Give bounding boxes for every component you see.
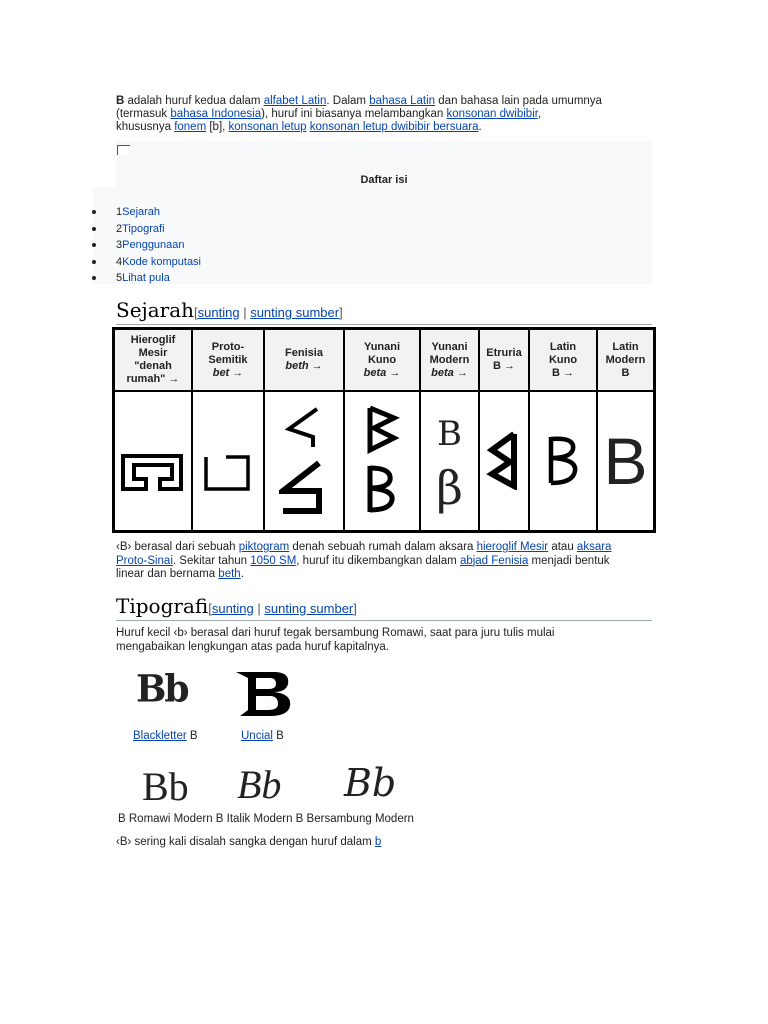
caption-blackletter xyxy=(133,730,198,742)
toc-item[interactable] xyxy=(92,237,201,254)
link-konsonan-letup[interactable]: konsonan letup xyxy=(228,121,307,133)
caption-row-2: B Romawi Modern B Italik Modern B Bersambung Modern xyxy=(118,813,414,825)
intro-text: dan bahasa lain pada umumnya xyxy=(435,95,602,107)
bullet-icon xyxy=(92,243,96,247)
toc-toggle-checkbox-icon[interactable] xyxy=(117,145,130,155)
edit-link[interactable]: sunting xyxy=(211,601,254,616)
bracket: ] xyxy=(353,601,357,616)
intro-text: khususnya xyxy=(116,121,175,133)
greek-modern-upper-glyph: B xyxy=(437,414,462,454)
link-bahasa-latin[interactable]: bahasa Latin xyxy=(369,95,436,107)
glyph-latin-kuno xyxy=(529,391,597,531)
italic-figure: Bb xyxy=(237,762,282,807)
uncial-b-figure xyxy=(234,668,294,718)
section-heading-tipografi xyxy=(116,594,652,621)
edit-source-link[interactable]: sunting sumber xyxy=(264,601,354,616)
toc-link-lihat-pula[interactable]: Lihat pula xyxy=(122,272,170,284)
bracket: ] xyxy=(339,305,343,320)
intro-text: . Dalam xyxy=(326,95,370,107)
glyph-yunani-kuno xyxy=(344,391,420,531)
edit-section-links xyxy=(194,305,343,320)
separator: | xyxy=(239,305,251,320)
tipografi-paragraph xyxy=(116,627,652,654)
section-heading-sejarah xyxy=(116,298,652,325)
toc-item-number: 4 xyxy=(116,255,123,268)
toc-item[interactable] xyxy=(92,254,201,271)
link-aksara[interactable]: aksara xyxy=(576,541,612,553)
header-proto-semitik: Proto- Semitik bet → xyxy=(192,329,264,391)
para-text: Huruf kecil ‹b› berasal dari huruf tegak bersambung Romawi, saat para juru tulis mulai xyxy=(116,627,555,639)
etruscan-b-icon xyxy=(486,430,522,490)
header-latin-modern: Latin Modern B xyxy=(597,329,654,391)
glyph-fenisia xyxy=(264,391,344,531)
bullet-icon xyxy=(92,210,96,214)
bracket: [ xyxy=(194,305,198,320)
toc-link-tipografi[interactable]: Tipografi xyxy=(122,222,165,235)
link-fonem[interactable]: fonem xyxy=(174,121,207,133)
bullet-icon xyxy=(92,227,96,231)
toc-item[interactable] xyxy=(92,270,201,287)
greek-modern-lower-glyph: β xyxy=(436,461,463,515)
intro-text: (termasuk xyxy=(116,108,171,120)
link-uncial[interactable]: Uncial xyxy=(241,730,273,742)
header-hieroglif: Hieroglif Mesir "denah rumah" → xyxy=(114,329,192,391)
para-text: . Sekitar tahun xyxy=(172,554,251,567)
table-glyph-row xyxy=(114,391,654,531)
caption-text: B xyxy=(272,730,284,742)
bullet-icon xyxy=(92,260,96,264)
link-beth[interactable]: beth xyxy=(218,568,241,580)
proto-semitic-bet-icon xyxy=(202,453,254,493)
toc-item-number: 5 xyxy=(116,272,123,284)
sejarah-paragraph xyxy=(116,541,652,582)
link-alfabet-latin[interactable]: alfabet Latin xyxy=(263,95,327,107)
toc-link-kode-komputasi[interactable]: Kode komputasi xyxy=(122,255,202,268)
latin-modern-glyph: B xyxy=(603,424,648,498)
toc-item-number: 2 xyxy=(116,222,123,235)
intro-letter: B xyxy=(116,95,125,107)
intro-text: adalah huruf kedua dalam xyxy=(124,95,264,107)
separator: | xyxy=(253,601,265,616)
glyph-latin-modern xyxy=(597,391,654,531)
toc-item[interactable] xyxy=(92,221,201,238)
letter-evolution-table xyxy=(112,327,656,533)
old-latin-b-icon xyxy=(545,433,581,487)
header-fenisia: Fenisia beth → xyxy=(264,329,344,391)
toc-list xyxy=(92,204,201,287)
edit-source-link[interactable]: sunting sumber xyxy=(250,305,340,320)
intro-text: , xyxy=(537,108,542,120)
link-konsonan-dwibibir[interactable]: konsonan dwibibir xyxy=(446,108,538,120)
para-text: atau xyxy=(548,541,577,553)
link-proto-sinai[interactable]: Proto-Sinai xyxy=(116,554,173,567)
intro-text: ), huruf ini biasanya melambangkan xyxy=(261,108,447,120)
script-figure: Bb xyxy=(344,761,397,805)
link-piktogram[interactable]: piktogram xyxy=(238,541,290,553)
heading-text: Tipografi xyxy=(116,594,209,618)
toc-item-number: 1 xyxy=(116,206,123,218)
phoenician-beth-icon xyxy=(279,405,329,515)
caption-text: B xyxy=(186,730,198,742)
toc-title: Daftar isi xyxy=(360,174,408,186)
glyph-hieroglif xyxy=(114,391,192,531)
header-etruria: Etruria B → xyxy=(479,329,529,391)
para-text: denah sebuah rumah dalam aksara xyxy=(289,541,477,553)
caption-uncial xyxy=(241,730,284,742)
intro-paragraph xyxy=(116,95,656,134)
toc-link-penggunaan[interactable]: Penggunaan xyxy=(122,239,185,251)
bullet-icon xyxy=(92,276,96,280)
last-paragraph xyxy=(116,836,652,850)
para-text: ‹B› berasal dari sebuah xyxy=(116,541,239,553)
link-konsonan-letup-dwibibir-bersuara[interactable]: konsonan letup dwibibir bersuara xyxy=(309,121,479,133)
para-text: mengabaikan lengkungan atas pada huruf kapitalnya. xyxy=(116,640,390,653)
link-blackletter[interactable]: Blackletter xyxy=(133,730,187,742)
para-text: , huruf itu dikembangkan dalam xyxy=(296,554,460,567)
link-b[interactable]: b xyxy=(374,836,382,848)
edit-link[interactable]: sunting xyxy=(197,305,240,320)
heading-text: Sejarah xyxy=(116,298,195,322)
hieroglyph-house-icon xyxy=(120,453,186,493)
table-header-row xyxy=(114,329,654,391)
blackletter-figure: Bb xyxy=(136,666,188,712)
glyph-etruria xyxy=(479,391,529,531)
header-yunani-modern: Yunani Modern beta → xyxy=(420,329,479,391)
header-latin-kuno: Latin Kuno B → xyxy=(529,329,597,391)
archaic-greek-beta-icon xyxy=(362,404,402,516)
header-yunani-kuno: Yunani Kuno beta → xyxy=(344,329,420,391)
para-text: linear dan bernama xyxy=(116,568,219,580)
link-abjad-fenisia[interactable]: abjad Fenisia xyxy=(459,554,529,567)
bracket: [ xyxy=(208,601,212,616)
para-text: ‹B› sering kali disalah sangka dengan huruf dalam xyxy=(116,836,375,848)
glyph-proto-semitik xyxy=(192,391,264,531)
intro-text: . xyxy=(478,121,482,133)
para-text: . xyxy=(240,568,244,580)
toc-item-number: 3 xyxy=(116,239,123,251)
link-1050-sm[interactable]: 1050 SM xyxy=(250,554,297,567)
link-hieroglif-mesir[interactable]: hieroglif Mesir xyxy=(476,541,549,553)
intro-text: [b], xyxy=(206,121,229,133)
roman-figure: Bb xyxy=(142,764,189,809)
para-text: menjadi bentuk xyxy=(528,554,610,567)
glyph-yunani-modern xyxy=(420,391,479,531)
link-bahasa-indonesia[interactable]: bahasa Indonesia xyxy=(170,108,262,120)
toc-link-sejarah[interactable]: Sejarah xyxy=(122,206,161,218)
edit-section-links xyxy=(208,601,357,616)
toc-item[interactable] xyxy=(92,204,201,221)
